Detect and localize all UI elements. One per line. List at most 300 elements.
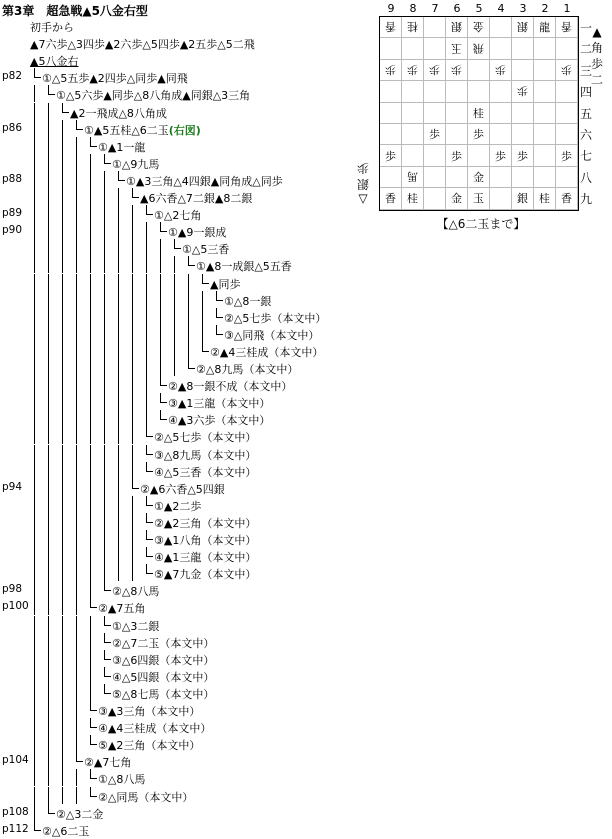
tree-guide [76,598,77,615]
move-sequence: ④△5四銀（本文中） [112,670,215,684]
move-sequence: ③▲1三龍（本文中） [168,397,271,411]
tree-guide [118,479,119,496]
tree-guide [76,154,77,171]
tree-branch [90,787,97,797]
board-square [490,124,512,145]
board-square [556,81,578,102]
tree-row [0,650,360,667]
tree-guide [104,239,105,256]
board-square [534,103,556,124]
tree-guide [76,410,77,427]
tree-guide [160,274,161,291]
tree-guide [146,308,147,325]
tree-guide [34,445,35,462]
tree-guide [48,393,49,410]
tree-guide [62,393,63,410]
tree-guide [48,496,49,513]
tree-guide [118,342,119,359]
tree-branch [104,616,111,626]
tree-guide [118,496,119,513]
tree-guide [132,325,133,342]
sente-piece: 歩 [451,149,462,163]
board-square [380,145,402,166]
move-sequence: ③△6四銀（本文中） [112,653,215,667]
board-square [512,103,534,124]
tree-guide [160,325,161,342]
tree-branch [216,308,223,318]
tree-branch [188,359,195,369]
tree-guide [48,650,49,667]
move-sequence: ②△6二玉 [42,824,90,838]
tree-guide [104,564,105,581]
tree-guide [76,239,77,256]
tree-guide [118,308,119,325]
tree-guide [34,274,35,291]
rank-label: 三 [580,63,593,78]
tree-branch [146,427,153,437]
tree-guide [62,291,63,308]
tree-branch [146,462,153,472]
tree-guide [62,137,63,154]
move-sequence: ①△2七角 [154,209,202,223]
sente-piece: 龍 [539,21,550,35]
sente-piece: 桂 [539,192,550,206]
tree-guide [76,274,77,291]
tree-guide [48,787,49,804]
tree-guide [202,291,203,308]
board-square [402,188,424,209]
tree-guide [188,308,189,325]
tree-guide [48,752,49,769]
tree-guide [104,308,105,325]
tree-row [0,51,360,68]
tree-guide [90,530,91,547]
move-sequence: ②△7二玉（本文中） [112,636,215,650]
tree-guide [48,256,49,273]
tree-guide [104,342,105,359]
tree-guide [174,256,175,273]
tree-guide [62,667,63,684]
file-label: 2 [541,2,549,15]
tree-guide [188,325,189,342]
gote-piece: 馬 [407,169,418,183]
tree-branch [216,291,223,301]
tree-guide [104,496,105,513]
sente-piece: 桂 [407,192,418,206]
tree-guide [62,427,63,444]
tree-branch [76,752,83,762]
sente-piece: 銀 [517,192,528,206]
tree-guide [62,684,63,701]
tree-guide [48,701,49,718]
board-square [556,145,578,166]
sente-piece: 玉 [473,192,484,206]
page-title: 第3章 超急戦▲5八金右型 [2,4,148,18]
tree-guide [132,359,133,376]
tree-guide [48,376,49,393]
board-square [534,17,556,38]
tree-branch [118,171,125,181]
tree-guide [118,530,119,547]
tree-guide [76,735,77,752]
board-square [424,81,446,102]
move-sequence: ①▲1一龍 [98,140,146,154]
tree-guide [34,530,35,547]
move-sequence: ①▲5五桂△6二玉(右図) [84,123,201,137]
file-label: 8 [409,2,417,15]
tree-row [0,633,360,650]
move-sequence: ①△8八馬 [98,773,146,787]
board-square [380,81,402,102]
tree-guide [76,308,77,325]
tree-guide [62,769,63,786]
board-square [402,81,424,102]
tree-guide [146,342,147,359]
tree-guide [34,308,35,325]
board-square [446,38,468,59]
tree-guide [118,239,119,256]
move-sequence: ①△5三香 [182,243,230,257]
tree-row [0,308,360,325]
tree-guide [76,667,77,684]
tree-guide [104,445,105,462]
tree-guide [90,222,91,239]
tree-guide [132,393,133,410]
tree-branch [160,393,167,403]
page-ref: p104 [2,754,29,767]
tree-guide [48,684,49,701]
tree-row [0,103,360,120]
move-sequence: ②△8九馬（本文中） [196,363,299,376]
tree-guide [104,410,105,427]
tree-guide [48,564,49,581]
board-square [402,145,424,166]
tree-guide [104,222,105,239]
board-square [534,81,556,102]
rank-label: 九 [580,192,593,207]
tree-guide [34,410,35,427]
tree-guide [34,667,35,684]
board-square [512,188,534,209]
sente-piece: 桂 [473,106,484,120]
tree-guide [34,85,35,102]
tree-guide [160,291,161,308]
tree-guide [76,513,77,530]
tree-branch [104,650,111,660]
page-ref: p112 [2,822,29,835]
board-square [446,167,468,188]
tree-guide [62,274,63,291]
file-label: 5 [475,2,483,15]
board-square [534,145,556,166]
tree-guide [132,445,133,462]
board-square [402,103,424,124]
tree-guide [48,616,49,633]
tree-guide [132,496,133,513]
tree-guide [76,445,77,462]
tree-guide [104,393,105,410]
board-square [490,17,512,38]
tree-guide [62,752,63,769]
board-square [556,124,578,145]
tree-guide [48,479,49,496]
file-label: 9 [387,2,395,15]
tree-guide [132,239,133,256]
board-square [556,103,578,124]
move-sequence: ①▲2二歩 [154,499,202,513]
page-ref: p98 [2,583,23,596]
tree-branch [76,120,83,130]
tree-guide [90,633,91,650]
sente-piece: 歩 [473,128,484,142]
tree-guide [146,376,147,393]
tree-row [0,701,360,718]
board-square [380,17,402,38]
gote-piece: 桂 [407,20,418,34]
tree-guide [48,188,49,205]
board-square [380,124,402,145]
tree-guide [90,667,91,684]
tree-guide [118,547,119,564]
tree-guide [174,359,175,376]
tree-guide [132,274,133,291]
tree-row [0,205,360,222]
tree-branch [146,445,153,455]
tree-guide [76,359,77,376]
tree-branch [48,804,55,814]
tree-guide [62,787,63,804]
move-sequence: 初手から [30,21,74,34]
tree-guide [34,787,35,804]
tree-branch [146,513,153,523]
sente-piece: 歩 [385,149,396,163]
tree-guide [118,513,119,530]
gote-piece: 香 [561,20,572,34]
tree-branch [90,718,97,728]
board-square [512,60,534,81]
rank-label: 二 [580,42,593,57]
tree-guide [76,650,77,667]
tree-guide [104,171,105,188]
tree-guide [90,564,91,581]
tree-guide [34,427,35,444]
tree-guide [34,496,35,513]
move-sequence: ③▲3三角（本文中） [98,705,201,718]
board-square [402,38,424,59]
tree-row [0,752,360,769]
tree-guide [76,137,77,154]
board-square [402,60,424,81]
file-label: 1 [563,2,571,15]
tree-guide [132,291,133,308]
tree-guide [48,769,49,786]
tree-guide [34,393,35,410]
page-ref: p94 [2,480,23,493]
tree-guide [90,581,91,598]
tree-row [0,34,360,51]
tree-guide [34,205,35,222]
tree-guide [62,256,63,273]
tree-guide [62,735,63,752]
tree-guide [34,804,35,821]
tree-guide [90,256,91,273]
board-square [446,81,468,102]
board-square [468,103,490,124]
tree-guide [132,564,133,581]
tree-guide [146,274,147,291]
tree-guide [76,188,77,205]
tree-guide [62,479,63,496]
board-square [534,124,556,145]
tree-guide [76,787,77,804]
tree-guide [34,684,35,701]
move-sequence: ②▲7五角 [98,602,146,616]
tree-guide [174,291,175,308]
tree-guide [48,205,49,222]
tree-guide [202,308,203,325]
board-square [468,17,490,38]
tree-guide [48,137,49,154]
tree-guide [104,530,105,547]
board-square [490,145,512,166]
tree-row [0,239,360,256]
tree-guide [62,239,63,256]
tree-guide [132,222,133,239]
tree-guide [132,513,133,530]
gote-piece: 玉 [451,41,462,55]
tree-guide [160,239,161,256]
tree-guide [62,547,63,564]
tree-guide [90,496,91,513]
move-sequence: ②▲6六香△5四銀 [140,482,225,496]
tree-guide [62,188,63,205]
tree-guide [62,513,63,530]
tree-guide [34,633,35,650]
tree-guide [48,325,49,342]
move-sequence: ▲同歩 [210,277,241,291]
board-square [556,167,578,188]
board-square [556,188,578,209]
move-sequence: ③△8九馬（本文中） [154,448,257,462]
tree-guide [76,530,77,547]
move-sequence: ①△3二銀 [112,619,160,633]
tree-guide [202,325,203,342]
board-square [402,124,424,145]
board-square [512,38,534,59]
tree-guide [48,308,49,325]
sente-piece: 金 [451,192,462,206]
tree-guide [104,274,105,291]
gote-piece: 歩 [517,84,528,98]
tree-guide [62,376,63,393]
tree-guide [76,393,77,410]
tree-row [0,359,360,376]
sente-hand: ▲ 角 歩 二 [590,25,603,87]
move-sequence: ②△3二金 [56,807,104,821]
board-square [468,167,490,188]
tree-guide [62,325,63,342]
board-square [468,124,490,145]
tree-guide [62,530,63,547]
move-sequence: ④▲4三桂成（本文中） [98,722,212,736]
tree-guide [118,359,119,376]
page-ref: p89 [2,207,23,220]
tree-row [0,735,360,752]
tree-guide [118,222,119,239]
tree-row [0,188,360,205]
sente-piece: 歩 [429,128,440,142]
tree-guide [34,188,35,205]
tree-guide [62,445,63,462]
file-label: 7 [431,2,439,15]
tree-guide [48,103,49,120]
tree-guide [90,171,91,188]
tree-guide [76,581,77,598]
tree-guide [146,256,147,273]
tree-guide [48,154,49,171]
tree-row [0,68,360,85]
tree-branch [188,256,195,266]
tree-guide [104,205,105,222]
tree-guide [48,462,49,479]
move-sequence: ①△5六歩▲同歩△8八角成▲同銀△3三角 [56,89,251,103]
page-ref: p82 [2,70,23,83]
tree-guide [34,291,35,308]
tree-guide [90,410,91,427]
sente-piece: 歩 [517,149,528,163]
tree-guide [34,222,35,239]
tree-row [0,462,360,479]
tree-row [0,581,360,598]
tree-guide [62,171,63,188]
tree-guide [48,171,49,188]
board-square [490,188,512,209]
tree-row [0,513,360,530]
board-square [402,167,424,188]
board-square [534,167,556,188]
move-sequence: ②△5七歩（本文中） [154,431,257,445]
tree-guide [48,359,49,376]
tree-branch [146,496,153,506]
tree-branch [174,239,181,249]
tree-row [0,547,360,564]
tree-branch [160,376,167,386]
board-square [556,38,578,59]
tree-branch [146,564,153,574]
tree-guide [48,718,49,735]
gote-piece: 銀 [517,20,528,34]
tree-guide [174,274,175,291]
gote-hand: △ 銀 歩 [357,161,370,207]
tree-guide [76,564,77,581]
file-label: 6 [453,2,461,15]
tree-guide [62,154,63,171]
tree-guide [34,342,35,359]
board-square [446,124,468,145]
tree-guide [34,479,35,496]
move-sequence: ⑤△8七馬（本文中） [112,687,215,701]
tree-guide [76,616,77,633]
tree-guide [104,188,105,205]
tree-guide [118,462,119,479]
tree-branch [104,581,111,591]
tree-guide [62,222,63,239]
rank-label: 五 [580,106,593,121]
tree-guide [90,650,91,667]
file-label: 3 [519,2,527,15]
tree-guide [76,547,77,564]
tree-guide [90,479,91,496]
